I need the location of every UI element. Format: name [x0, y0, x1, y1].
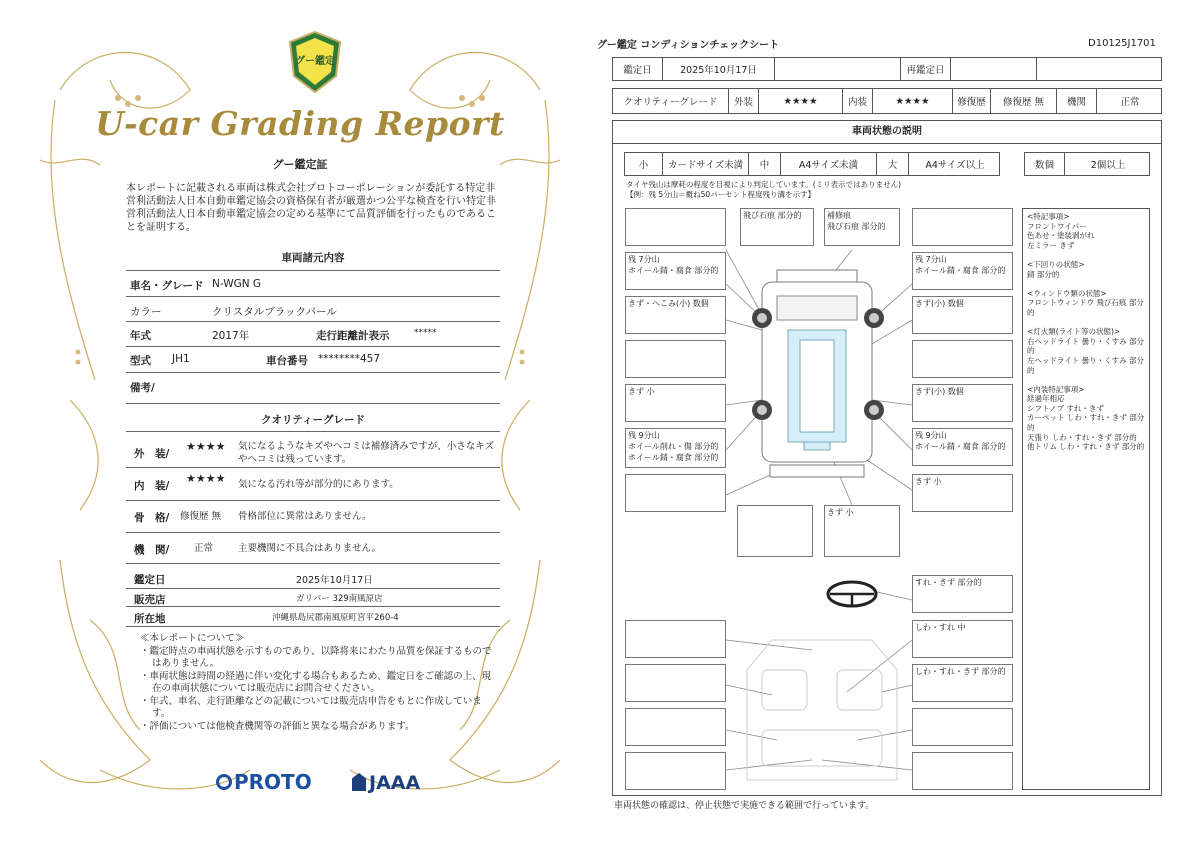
condition-box-interior-l1 — [625, 620, 726, 658]
interior-stars: ★★★★ — [186, 472, 226, 485]
note-line: <内装特記事項> — [1027, 384, 1085, 394]
interior-desc: 気になる汚れ等が部分的にあります。 — [238, 479, 399, 490]
note-line: 他トリム しわ・すれ・きず 部分的 — [1027, 442, 1145, 452]
condition-box-left-rear-tire: 残 9分山 ホイール削れ・傷 部分的 ホイール錆・腐食 部分的 — [625, 428, 726, 468]
badge-label: グー鑑定 — [295, 56, 335, 67]
condition-box-left-rear — [625, 474, 726, 512]
condition-box-rear-left — [737, 505, 813, 557]
grade-heading: クオリティーグレード — [261, 414, 365, 426]
quality-grade-table: クオリティーグレード 外装 ★★★★ 内装 ★★★★ 修復歴 修復歴 無 機関 正常 — [612, 88, 1162, 114]
condition-box-steering: すれ・きず 部分的 — [912, 575, 1013, 613]
engine-value: 正常 — [194, 543, 214, 554]
count-legend: 数個 2個以上 — [1024, 152, 1150, 176]
jaaa-logo: JAAA — [352, 772, 420, 794]
condition-box-top-mid1: 飛び石痕 部分的 — [740, 208, 814, 246]
engine-desc: 主要機関に不具合はありません。 — [238, 543, 382, 554]
condition-box-interior-l2 — [625, 664, 726, 702]
spec-row-name: 車名・グレード N-WGN G — [130, 278, 262, 292]
note-line: 左ミラー きず — [1027, 240, 1075, 250]
condition-box-right-rear-tire: 残 9分山 ホイール錆・腐食 部分的 — [912, 428, 1013, 466]
frame-label: 骨 格/ — [134, 512, 170, 524]
note-line: カーペット しわ・すれ・きず 部分的 — [1027, 413, 1145, 433]
report-title: U-car Grading Report — [95, 104, 505, 143]
condition-box-interior-l4 — [625, 752, 726, 790]
exterior-stars: ★★★★ — [186, 440, 226, 453]
condition-box-right-rear: きず 小 — [912, 474, 1013, 512]
condition-box-rear-seat: しわ・すれ・きず 部分的 — [912, 664, 1013, 702]
note-line: <下回りの状態> — [1027, 259, 1085, 269]
condition-box-interior-l3 — [625, 708, 726, 746]
note-line: 錆 部分的 — [1027, 269, 1060, 279]
document-id: D10125J1701 — [1088, 38, 1156, 49]
note-line — [1027, 279, 1145, 289]
note-line — [1027, 375, 1145, 385]
note-line: 左ヘッドライト 曇り・くすみ 部分的 — [1027, 355, 1145, 375]
condition-box-left-front-tire: 残 7分山 ホイール錆・腐食 部分的 — [625, 252, 726, 290]
spec-row-remarks: 備考/ — [130, 382, 155, 394]
engine-label: 機 関/ — [134, 544, 170, 556]
note-line: フロントワイパー — [1027, 221, 1087, 231]
sheet-title: グー鑑定 コンディションチェックシート — [596, 40, 780, 51]
spec-row-color: カラー クリスタルブラックパール — [130, 306, 337, 318]
shop-row: 販売店 ガリバー 329南風原店 — [134, 594, 383, 606]
note-line: 色あせ・塗装剥がれ — [1027, 231, 1095, 241]
condition-box-front-left — [625, 208, 726, 246]
spec-row-year: 年式 2017年 走行距離計表示 ***** — [130, 328, 437, 342]
frame-desc: 骨格部位に異常はありません。 — [238, 511, 372, 522]
spec-row-model: 型式 JH1 車台番号 ********457 — [130, 353, 381, 367]
appraisal-date-table: 鑑定日 2025年10月17日 再鑑定日 — [612, 57, 1162, 81]
note-line: <灯火類(ライト等の状態)> — [1027, 327, 1121, 337]
exterior-label: 外 装/ — [134, 448, 170, 460]
note-line: <特記事項> — [1027, 212, 1070, 221]
note-line: フロントウィンドウ 飛び石痕 部分的 — [1027, 298, 1144, 317]
note-line: 天張り しわ・すれ・きず 部分的 — [1027, 432, 1137, 442]
note-line — [1027, 250, 1145, 260]
appraisal-date-row: 鑑定日 2025年10月17日 — [134, 574, 373, 586]
condition-box-left-mid — [625, 340, 726, 378]
specs-heading: 車両諸元内容 — [281, 252, 345, 264]
special-notes — [1022, 208, 1150, 790]
address-row: 所在地 沖縄県島尻郡南風原町宮平260-4 — [134, 613, 399, 625]
certificate-subtitle: グー鑑定証 — [272, 158, 328, 171]
condition-box-right-mid — [912, 340, 1013, 378]
condition-box-front-right — [912, 208, 1013, 246]
sheet-footer: 車両状態の確認は、停止状態で実施できる範囲で行っています。 — [614, 801, 875, 811]
condition-box-interior-r3 — [912, 708, 1013, 746]
interior-label: 内 装/ — [134, 480, 170, 492]
certificate-intro: 本レポートに記載される車両は株式会社プロトコーポレーションが委託する特定非営利活動法人日本自動車鑑定協会の資格保有者が厳選かつ公平な検査を行い特定非営利活動法人日本自動車鑑定協会の定める基準にて品質評価を行ったものであることを証明する。 — [126, 183, 496, 233]
condition-box-left-scratch: きず 小 — [625, 384, 726, 422]
condition-box-front-seat: しわ・すれ 中 — [912, 620, 1013, 658]
condition-box-right-front-tire: 残 7分山 ホイール錆・腐食 部分的 — [912, 252, 1013, 290]
note-line: 経過年相応 — [1027, 394, 1065, 404]
condition-box-right-scratch1: きず(小) 数個 — [912, 296, 1013, 334]
note-line: 右ヘッドライト 曇り・くすみ 部分的 — [1027, 336, 1145, 356]
condition-box-interior-r4 — [912, 752, 1013, 790]
exterior-desc: 気になるようなキズやヘコミは補修済みですが、小さなキズやヘコミは残っています。 — [238, 441, 495, 465]
note-line — [1027, 318, 1145, 328]
size-legend: 小 カードサイズ未満 中 A4サイズ未満 大 A4サイズ以上 — [624, 152, 1000, 176]
condition-box-top-mid2: 補修痕 飛び石痕 部分的 — [824, 208, 900, 246]
note-line: シフトノブ すれ・きず — [1027, 403, 1104, 413]
report-notice: ≪本レポートについて≫ ・鑑定時点の車両状態を示すものであり、以降将来にわたり品質を保証するものではありません。 ・車両状態は時間の経過に伴い変化する場合もあるため、鑑定日をご確認の上、現在の車両状態については販売店にお問合せください。 ・年式、車名、走行距離などの記載については販売店申告をもとに作成しています。 ・評価については他検査機関等の評価と異なる場合があります。 — [140, 633, 492, 732]
status-heading: 車両状態の説明 — [612, 120, 1162, 144]
tire-note: タイヤ残山は摩耗の程度を目視により判定しています。(ミリ表示ではありません) 【例：残 5分山＝概ね50パーセント程度残り溝を示す】 — [626, 180, 902, 199]
frame-value: 修復歴 無 — [180, 511, 222, 522]
condition-box-right-scratch2: きず(小) 数個 — [912, 384, 1013, 422]
note-line: <ウィンドウ類の状態> — [1027, 288, 1107, 298]
condition-box-rear-mid: きず 小 — [824, 505, 900, 557]
proto-logo: PROTO — [216, 770, 312, 794]
condition-box-left-dent: きず・へこみ(小) 数個 — [625, 296, 726, 334]
